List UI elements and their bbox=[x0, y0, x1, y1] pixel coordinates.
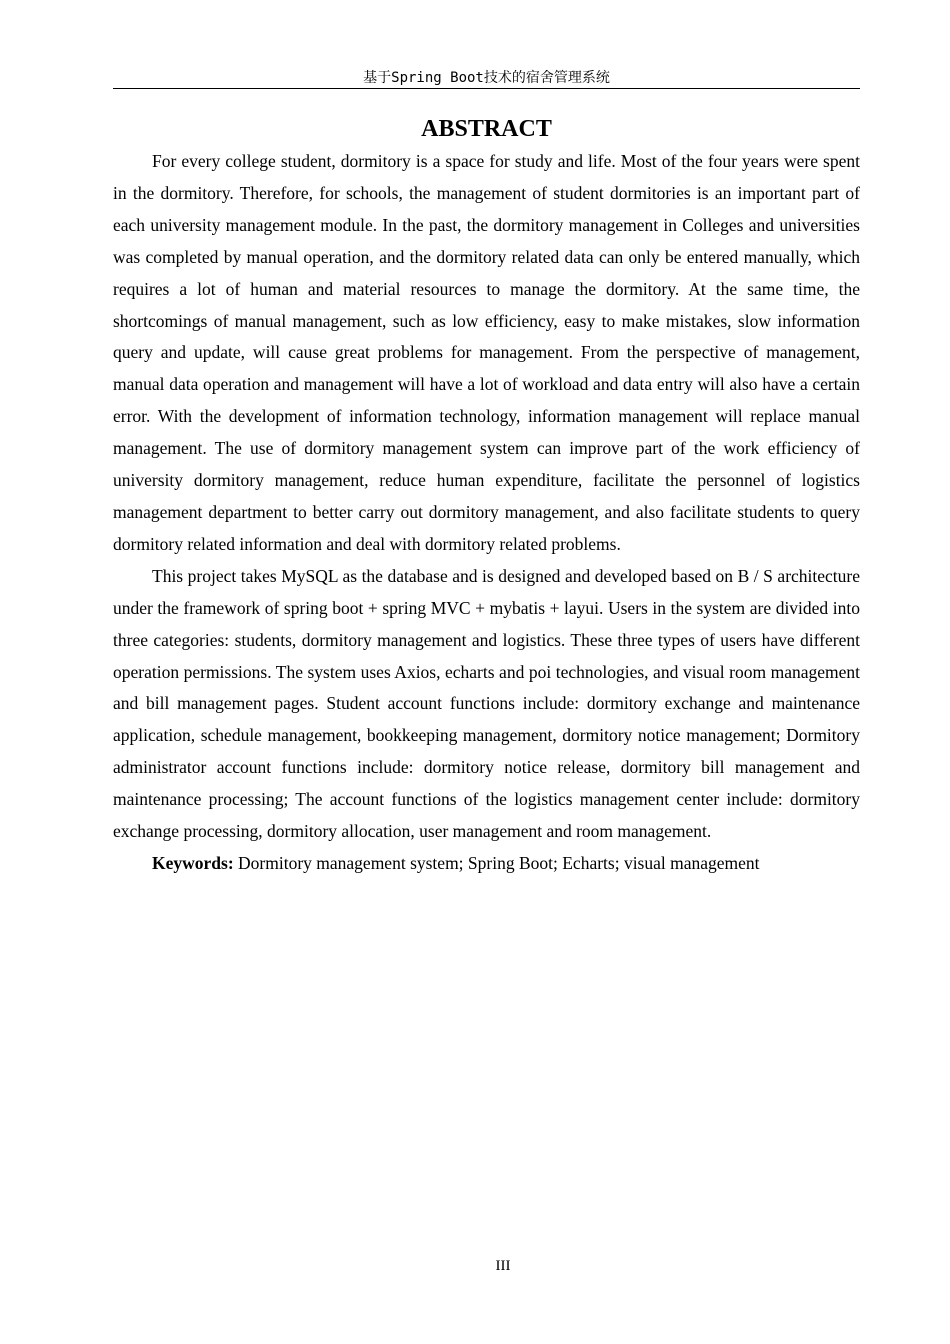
abstract-paragraph-2: This project takes MySQL as the database and is designed and developed based on B / S architecture under the framework of spring boot + spring MVC + mybatis + layui. Users in the system are divided into three categories: students, dormitory management and logistics. These three types of users have different operation permissions. The system uses Axios, echarts and poi technologies, and visual room management and bill management pages. Student account functions include: dormitory exchange and maintenance application, schedule management, bookkeeping management, dormitory notice management; Dormitory administrator account functions include: dormitory notice release, dormitory bill management and maintenance processing; The account functions of the logistics management center include: dormitory exchange processing, dormitory allocation, user management and room management. bbox=[113, 565, 860, 842]
keywords-text: Dormitory management system; Spring Boot; Echarts; visual management bbox=[233, 852, 760, 873]
abstract-paragraph-1: For every college student, dormitory is a space for study and life. Most of the four years were spent in the dormitory. Therefore, for schools, the management of student dormitories is an important part of each university management module. In the past, the dormitory management in Colleges and universities was completed by manual operation, and the dormitory related data can only be entered manually, which requires a lot of human and material resources to manage the dormitory. At the same time, the shortcomings of manual management, such as low efficiency, easy to make mistakes, slow information query and update, will cause great problems for management. From the perspective of management, manual data operation and management will have a lot of workload and data entry will also have a certain error. With the development of information technology, information management will replace manual management. The use of dormitory management system can improve part of the work efficiency of university dormitory management, reduce human expenditure, facilitate the personnel of logistics management department to better carry out dormitory management, and also facilitate students to query dormitory related information and deal with dormitory related problems. bbox=[113, 151, 860, 554]
keywords-line bbox=[113, 848, 860, 880]
running-header: 基于Spring Boot技术的宿舍管理系统 bbox=[363, 70, 610, 86]
abstract-body bbox=[113, 146, 860, 880]
header-rule bbox=[113, 88, 860, 89]
keywords-label: Keywords: bbox=[152, 852, 234, 873]
abstract-title: ABSTRACT bbox=[421, 116, 552, 142]
page-number: III bbox=[495, 1258, 511, 1274]
